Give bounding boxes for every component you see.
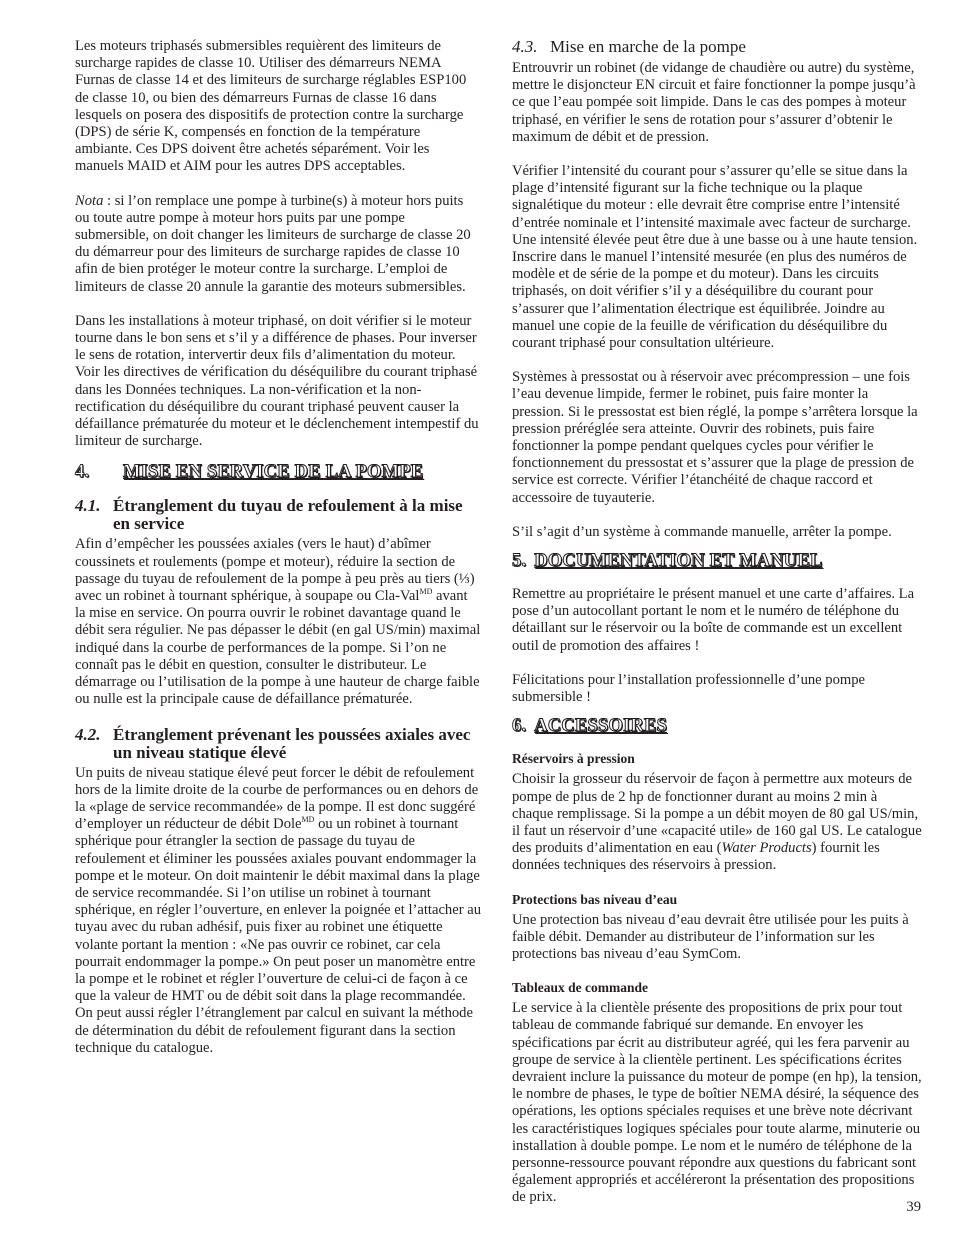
paragraph-upthrust-throttling: Un puits de niveau statique élevé peut forcer le débit de refoulement hors de la limite droite de la courbe de performances ou en dehors de la «plage de service recommandée» de la pompe. Il est donc suggéré d’employer un réducteur de débit Dole$^{MD}$ ou un robinet à tournant sphérique pour étrangler la section de passage du tuyau de refoulement et éliminer les poussées axiales pouvant endommager la pompe et le moteur. On doit maintenir le débit maximal dans la plage de service recommandée. Si l’on utilise un robinet à tournant sphérique, en régler l’ouverture, en enlever la poignée et l’attacher au tuyau avec du ruban adhésif, puis fixer au robinet une étiquette volante portant la mention : «Ne pas ouvrir ce robinet, car cela pourrait endommager la pompe.» On peut poser un manomètre entre la pompe et le robinet et régler l’ouverture de celui-ci de façon à ce que la valeur de HMT ou de débit soit dans la plage recommandée. On peut aussi régler l’étranglement par calcul en suivant la méthode de détermination du débit de refoulement figurant dans la section technique du catalogue. [75,764,481,1056]
paragraph-three-phase-rotation: Dans les installations à moteur triphasé, on doit vérifier si le moteur tourne dans le bon sens et s’il y a différence de phases. Pour inverser le sens de rotation, intervertir deux fils d’alimentation du moteur. Voir les directives de vérification du déséquilibre du courant triphasé dans les Données techniques. La non-vérification et la non-rectification du déséquilibre du courant triphasé peuvent causer la défaillance prématurée du moteur et le déclenchement intempestif du limiteur de surcharge. [75,312,479,450]
paragraph-current-check: Vérifier l’intensité du courant pour s’assurer qu’elle se situe dans la plage d’intensité figurant sur la fiche technique ou la plaque signalétique du moteur : elle devrait être comprise entre l’intensité d’entrée nominale et l’intensité maximale avec facteur de surcharge. Une intensité élevée peut être due à une basse ou à une haute tension. Inscrire dans le manuel l’intensité mesurée (en plus des numéros de modèle et de série de la pompe et du moteur). Dans les circuits triphasés, on doit vérifier s’il y a déséquilibre du courant pour s’assurer que l’alimentation électrique est équilibrée. Joindre au manuel une copie de la feuille de vérification du déséquilibre du courant triphasé pour consultation ultérieure. [512,163,918,352]
subsection-4-1-heading: 4.1. Étranglement du tuyau de refoulement à la mise en service [75,496,463,534]
heading-low-water-protection: Protections bas niveau d’eau [512,891,678,907]
paragraph-pressure-systems: Systèmes à pressostat ou à réservoir avec précompression – une fois l’eau devenue limpide, fermer le robinet, puis faire monter la pression. Si le pressostat est bien réglé, la pompe s’arrêtera lorsque la pression préréglée sera atteinte. Ouvrir des robinets, puis faire fonctionner la pompe pendant quelques cycles pour vérifier le fonctionnement du pressostat et s’assurer que la plage de pression de service est correcte. Vérifier l’étanchéité de chaque raccord et accessoire de tuyauterie. [512,369,918,506]
subsection-4-3-heading: 4.3. Mise en marche de la pompe [512,37,746,56]
heading-pressure-tanks: Réservoirs à pression [512,751,635,767]
heading-control-panels: Tableaux de commande [512,980,649,996]
section-5-heading: 5. DOCUMENTATION ET MANUEL [512,551,823,572]
paragraph-congratulations: Félicitations pour l’installation professionnelle d’une pompe submersible ! [512,671,866,706]
paragraph-documentation: Remettre au propriétaire le présent manuel et une carte d’affaires. La pose d’un autocollant portant le nom et le numéro de téléphone du détaillant sur le réservoir ou la boîte de commande est un excellent outil de promotion des affaires ! [512,586,915,654]
paragraph-nota [75,193,481,296]
subsection-4-2-heading: 4.2. Étranglement prévenant les poussées axiales avec un niveau statique élevé [75,724,471,762]
left-column [75,38,481,1074]
paragraph-pressure-tanks: Choisir la grosseur du réservoir de façon à permettre aux moteurs de pompe de plus de 2 hp de fonctionner durant au moins 2 min à chaque remplissage. Si la pompe a un débit moyen de 80 gal US/min, il faut un réservoir d’une «capacité utile» de 160 gal US. Le catalogue des produits d’alimentation en eau (Water Products) fournit les données techniques des réservoirs à pression. [512,771,922,874]
paragraph-manual-control: S’il s’agit d’un système à commande manuelle, arrêter la pompe. [512,523,892,540]
nota-label: Nota [75,192,104,209]
section-4-heading: 4. MISE EN SERVICE DE LA POMPE [75,462,424,483]
paragraph-low-water-protection: Une protection bas niveau d’eau devrait être utilisée pour les puits à faible débit. Demander au distributeur de l’information sur les protections bas niveau d’eau SymCom. [512,911,909,962]
page-number: 39 [906,1199,921,1215]
right-column [512,38,922,1224]
paragraph-control-panels: Le service à la clientèle présente des propositions de prix pour tout tableau de commande fabriqué sur demande. En envoyer les spécifications par écrit au distributeur agréé, qui les fera parvenir au groupe de service à la clientèle pertinent. Les spécifications écrites devraient inclure la puissance du moteur de pompe (en hp), la tension, le nombre de phases, le type de boîtier NEMA désiré, la séquence des opérations, les options spéciales requises et une brève note décrivant les caractéristiques logiques spéciales pour toute alarme, minuterie ou installation à double pompe. Le nom et le numéro de téléphone de la personne-ressource pouvant répondre aux questions du fabricant sont également appropriés et accéléreront la présentation des propositions de prix. [512,1000,922,1206]
paragraph-pump-startup: Entrouvrir un robinet (de vidange de chaudière ou autre) du système, mettre le disjoncteur EN circuit et faire fonctionner la pompe jusqu’à ce que l’eau pompée soit limpide. Dans le cas des pompes à moteur triphasé, en vérifier le sens de rotation pour s’assurer d’obtenir le maximum de débit et de pression. [512,60,916,145]
paragraph-overload-relays: Les moteurs triphasés submersibles requièrent des limiteurs de surcharge rapides de classe 10. Utiliser des démarreurs NEMA Furnas de classe 14 et des limiteurs de surcharge réglables ESP100 de classe 10, ou bien des démarreurs Furnas de classe 16 dans lesquels on posera des dispositifs de protection contre la surcharge (DPS) de série K, compensés en fonction de la température ambiante. Ces DPS doivent être achetés séparément. Voir les manuels MAID et AIM pour les autres DPS acceptables. [75,38,467,175]
section-6-heading: 6. ACCESSOIRES [512,716,668,737]
nota-text: : si l’on remplace une pompe à turbine(s) à moteur hors puits ou toute autre pompe à moteur hors puits par une pompe submersible, on doit changer les limiteurs de surcharge de classe 20 du démarreur pour des limiteurs de surcharge rapides de classe 10 afin de bien protéger le moteur contre la surcharge. L’emploi de limiteurs de classe 20 annule la garantie des moteurs submersibles. [75,192,471,295]
paragraph-startup-throttling: Afin d’empêcher les poussées axiales (vers le haut) d’abîmer coussinets et roulements (pompe et moteur), réduire la section de passage du tuyau de refoulement de la pompe à peu près au tiers (⅓) avec un robinet à tournant sphérique, à soupape ou Cla-Val$^{MD}$ avant la mise en service. On pourra ouvrir le robinet davantage quand le débit sera régulier. Ne pas dépasser le débit (en gal US/min) maximal indiqué dans la courbe de performances de la pompe. Si l’on ne connaît pas le débit en question, consulter le distributeur. Le démarrage ou l’utilisation de la pompe à une hauteur de charge faible ou nulle est la principale cause de défaillance prématurée. [75,536,481,708]
